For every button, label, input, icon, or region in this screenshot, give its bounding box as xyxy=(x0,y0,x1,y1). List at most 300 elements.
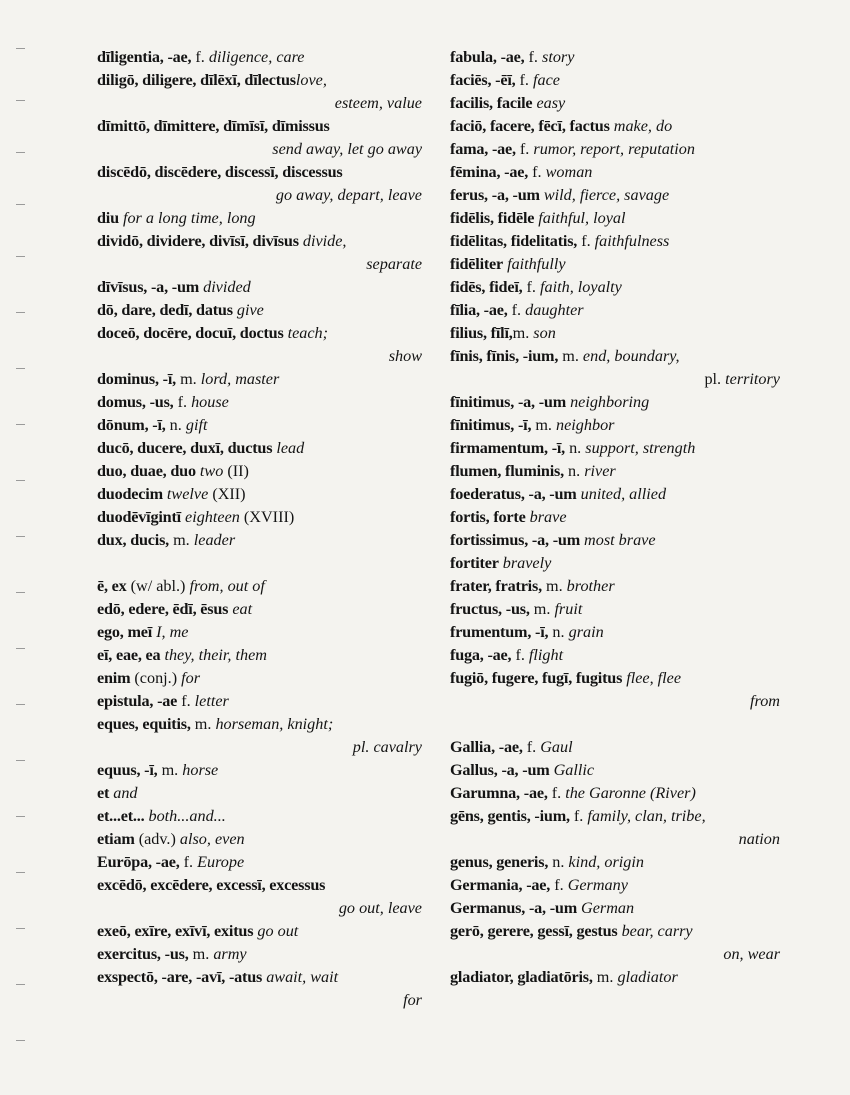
definition: teach; xyxy=(283,324,329,342)
grammar-note: (conj.) xyxy=(130,669,178,687)
definition: rumor, report, reputation xyxy=(529,140,695,158)
grammar-note: n. xyxy=(548,853,565,871)
entry-line xyxy=(450,115,780,138)
entry-line xyxy=(450,391,780,414)
margin-tick xyxy=(16,536,25,537)
grammar-note: f. xyxy=(569,807,584,825)
vocab-entry xyxy=(450,506,780,529)
headword: Germania, -ae, xyxy=(450,876,551,894)
vocab-entry xyxy=(450,897,780,920)
definition: Germany xyxy=(563,876,628,894)
definition: leader xyxy=(189,531,236,549)
headword: ferus, -a, -um xyxy=(450,186,540,204)
entry-line xyxy=(97,460,422,483)
entry-line xyxy=(450,437,780,460)
vocab-entry xyxy=(450,736,780,759)
definition-continuation xyxy=(450,690,780,713)
definition: from xyxy=(750,692,780,710)
definition: love, xyxy=(295,71,327,89)
margin-tick xyxy=(16,704,25,705)
entry-line xyxy=(97,828,422,851)
vocab-entry xyxy=(450,46,780,69)
definition-continuation xyxy=(97,138,422,161)
vocab-entry xyxy=(450,460,780,483)
entry-line xyxy=(97,966,422,989)
definition: brave xyxy=(525,508,567,526)
vocab-entry xyxy=(97,621,422,644)
margin-tick xyxy=(16,816,25,817)
entry-line xyxy=(97,161,422,184)
grammar-note: m. xyxy=(541,577,563,595)
definition-continuation xyxy=(450,828,780,851)
entry-line xyxy=(97,391,422,414)
headword: edō, edere, ēdī, ēsus xyxy=(97,600,229,618)
vocab-entry xyxy=(450,598,780,621)
definition: face xyxy=(528,71,560,89)
vocab-entry xyxy=(450,552,780,575)
headword: fīnis, fīnis, -ium, xyxy=(450,347,559,365)
vocab-entry xyxy=(450,966,780,989)
vocab-entry xyxy=(450,437,780,460)
entry-line xyxy=(97,322,422,345)
vocab-entry xyxy=(450,483,780,506)
grammar-note: m. xyxy=(157,761,179,779)
definition: send away, let go away xyxy=(272,140,422,158)
definition: lead xyxy=(272,439,305,457)
grammar-note: pl. xyxy=(704,370,722,388)
grammar-note: n. xyxy=(548,623,565,641)
vocab-entry xyxy=(97,161,422,207)
grammar-note: f. xyxy=(550,876,564,894)
entry-line xyxy=(450,920,780,943)
entry-line xyxy=(97,299,422,322)
vocab-entry xyxy=(450,759,780,782)
definition: make, do xyxy=(609,117,673,135)
entry-line xyxy=(97,621,422,644)
grammar-note: m. xyxy=(190,715,212,733)
headword: faciēs, -ēī, xyxy=(450,71,516,89)
entry-line xyxy=(450,759,780,782)
entry-line xyxy=(97,713,422,736)
headword: fidēliter xyxy=(450,255,504,273)
entry-line xyxy=(97,230,422,253)
margin-tick xyxy=(16,152,25,153)
headword: fortiter xyxy=(450,554,499,572)
headword: dividō, dividere, divīsī, divīsus xyxy=(97,232,299,250)
grammar-note: m. xyxy=(531,416,552,434)
entry-line xyxy=(450,299,780,322)
entry-line xyxy=(450,207,780,230)
entry-line xyxy=(450,552,780,575)
definition: faithful, loyal xyxy=(534,209,626,227)
headword: fabula, -ae, xyxy=(450,48,525,66)
definition: also, even xyxy=(175,830,245,848)
definition: show xyxy=(388,347,422,365)
headword: dominus, -ī, xyxy=(97,370,177,388)
entry-line xyxy=(450,322,780,345)
vocab-entry xyxy=(97,644,422,667)
grammar-note: f. xyxy=(507,301,522,319)
entry-line xyxy=(450,46,780,69)
headword: faciō, facere, fēcī, factus xyxy=(450,117,610,135)
vocab-entry xyxy=(97,575,422,598)
margin-tick xyxy=(16,872,25,873)
headword: fēmina, -ae, xyxy=(450,163,529,181)
entry-line xyxy=(450,69,780,92)
definition: and xyxy=(109,784,138,802)
vocab-entry xyxy=(450,575,780,598)
entry-line xyxy=(97,759,422,782)
vocab-entry xyxy=(97,759,422,782)
vocab-entry xyxy=(97,690,422,713)
entry-line xyxy=(450,276,780,299)
headword: equus, -ī, xyxy=(97,761,158,779)
grammar-note: f. xyxy=(173,393,188,411)
headword: facilis, facile xyxy=(450,94,533,112)
vocab-entry xyxy=(97,874,422,920)
headword: fidēlis, fidēle xyxy=(450,209,535,227)
headword: foederatus, -a, -um xyxy=(450,485,577,503)
headword: dīmittō, dīmittere, dīmīsī, dīmissus xyxy=(97,117,330,135)
definition: go out xyxy=(253,922,299,940)
definition: most brave xyxy=(580,531,656,549)
grammar-note: (adv.) xyxy=(134,830,176,848)
entry-line xyxy=(97,483,422,506)
headword: enim xyxy=(97,669,131,687)
entry-line xyxy=(450,138,780,161)
headword: gladiator, gladiatōris, xyxy=(450,968,593,986)
definition: the Garonne (River) xyxy=(561,784,696,802)
headword: gēns, gentis, -ium, xyxy=(450,807,570,825)
margin-tick xyxy=(16,928,25,929)
headword: fidēs, fideī, xyxy=(450,278,523,296)
margin-tick xyxy=(16,424,25,425)
headword: fortissimus, -a, -um xyxy=(450,531,580,549)
vocab-entry xyxy=(97,391,422,414)
headword: fructus, -us, xyxy=(450,600,530,618)
entry-line xyxy=(97,207,422,230)
grammar-note: f. xyxy=(524,48,538,66)
margin-tick xyxy=(16,312,25,313)
definition: pl. cavalry xyxy=(352,738,422,756)
definition: bravely xyxy=(498,554,552,572)
definition: they, their, them xyxy=(160,646,267,664)
vocab-entry xyxy=(450,414,780,437)
vocab-entry xyxy=(97,782,422,805)
definition: go out, leave xyxy=(338,899,422,917)
definition-continuation xyxy=(97,253,422,276)
headword: et xyxy=(97,784,110,802)
headword: fuga, -ae, xyxy=(450,646,512,664)
entry-line xyxy=(97,115,422,138)
vocab-entry xyxy=(450,644,780,667)
entry-line xyxy=(450,897,780,920)
entry-line xyxy=(97,368,422,391)
grammar-note: f. xyxy=(515,140,530,158)
headword: dō, dare, dedī, datus xyxy=(97,301,233,319)
headword: exeō, exīre, exīvī, exitus xyxy=(97,922,254,940)
right-column xyxy=(450,46,780,989)
entry-line xyxy=(450,460,780,483)
definition: divided xyxy=(199,278,251,296)
definition: flight xyxy=(524,646,564,664)
vocab-entry xyxy=(97,69,422,115)
vocab-entry xyxy=(450,92,780,115)
definition: support, strength xyxy=(581,439,696,457)
entry-line xyxy=(97,644,422,667)
margin-tick xyxy=(16,480,25,481)
definition: twelve xyxy=(162,485,209,503)
entry-line xyxy=(97,69,422,92)
entry-line xyxy=(97,667,422,690)
grammar-note: n. xyxy=(565,439,582,457)
entry-line xyxy=(450,529,780,552)
headword: flumen, fluminis, xyxy=(450,462,564,480)
numeral-note: (II) xyxy=(223,462,249,480)
margin-tick xyxy=(16,592,25,593)
margin-ticks xyxy=(16,0,26,1095)
entry-line xyxy=(97,437,422,460)
entry-line xyxy=(97,874,422,897)
definition: bear, carry xyxy=(617,922,693,940)
vocab-entry xyxy=(97,115,422,161)
headword: filius, fīlī, xyxy=(450,324,513,342)
vocab-entry xyxy=(97,598,422,621)
margin-tick xyxy=(16,1040,25,1041)
definition: Gallic xyxy=(549,761,595,779)
headword: fortis, forte xyxy=(450,508,526,526)
vocab-entry xyxy=(450,667,780,713)
vocab-entry xyxy=(450,69,780,92)
definition: gift xyxy=(181,416,208,434)
entry-line xyxy=(450,414,780,437)
margin-tick xyxy=(16,368,25,369)
headword: fīnitimus, -ī, xyxy=(450,416,532,434)
headword: ego, meī xyxy=(97,623,153,641)
headword: fugiō, fugere, fugī, fugitus xyxy=(450,669,623,687)
vocab-entry xyxy=(97,230,422,276)
headword: dux, ducis, xyxy=(97,531,170,549)
grammar-note: (w/ abl.) xyxy=(126,577,186,595)
vocab-entry xyxy=(450,391,780,414)
grammar-note: m. xyxy=(558,347,579,365)
grammar-note: m. xyxy=(188,945,210,963)
definition: horse xyxy=(178,761,219,779)
vocab-entry xyxy=(450,345,780,391)
margin-tick xyxy=(16,100,25,101)
definition: diligence, care xyxy=(204,48,305,66)
definition: eighteen xyxy=(180,508,240,526)
vocab-entry xyxy=(97,460,422,483)
definition-continuation xyxy=(97,184,422,207)
vocab-entry xyxy=(450,276,780,299)
entry-line xyxy=(450,966,780,989)
vocab-entry xyxy=(97,437,422,460)
definition-continuation xyxy=(97,897,422,920)
definition: eat xyxy=(228,600,253,618)
entry-line xyxy=(97,782,422,805)
headword: etiam xyxy=(97,830,135,848)
vocab-entry xyxy=(97,529,422,552)
grammar-note: n. xyxy=(165,416,182,434)
grammar-note: m. xyxy=(592,968,614,986)
vocab-entry xyxy=(97,667,422,690)
definition: faithfulness xyxy=(590,232,670,250)
vocab-entry xyxy=(450,920,780,966)
definition: territory xyxy=(721,370,780,388)
grammar-note: f. xyxy=(179,853,194,871)
headword: ē, ex xyxy=(97,577,127,595)
definition: army xyxy=(209,945,247,963)
headword: fīnitimus, -a, -um xyxy=(450,393,567,411)
section-gap xyxy=(450,713,780,736)
grammar-note: f. xyxy=(177,692,191,710)
vocab-entry xyxy=(97,483,422,506)
vocab-entry xyxy=(450,230,780,253)
vocab-entry xyxy=(97,828,422,851)
definition: give xyxy=(232,301,264,319)
grammar-note: m. xyxy=(176,370,197,388)
headword: Gallus, -a, -um xyxy=(450,761,550,779)
definition: await, wait xyxy=(262,968,339,986)
definition: Gaul xyxy=(536,738,573,756)
grammar-note: n. xyxy=(563,462,581,480)
definition: house xyxy=(187,393,229,411)
margin-tick xyxy=(16,48,25,49)
margin-tick xyxy=(16,760,25,761)
vocab-entry xyxy=(450,322,780,345)
vocab-entry xyxy=(97,46,422,69)
definition: both...and... xyxy=(144,807,226,825)
entry-line xyxy=(97,46,422,69)
entry-line xyxy=(450,598,780,621)
grammar-note: f. xyxy=(522,278,536,296)
vocab-entry xyxy=(97,276,422,299)
entry-line xyxy=(97,690,422,713)
headword: eī, eae, ea xyxy=(97,646,161,664)
vocab-entry xyxy=(97,966,422,1012)
vocab-entry xyxy=(450,253,780,276)
headword: dīligentia, -ae, xyxy=(97,48,192,66)
vocab-entry xyxy=(97,851,422,874)
entry-line xyxy=(450,253,780,276)
entry-line xyxy=(97,529,422,552)
headword: duodēvīgintī xyxy=(97,508,181,526)
definition: united, allied xyxy=(576,485,667,503)
entry-line xyxy=(97,920,422,943)
definition-continuation xyxy=(97,736,422,759)
entry-line xyxy=(450,506,780,529)
vocab-entry xyxy=(97,943,422,966)
definition: esteem, value xyxy=(334,94,422,112)
headword: firmamentum, -ī, xyxy=(450,439,566,457)
headword: dīvīsus, -a, -um xyxy=(97,278,200,296)
headword: fīlia, -ae, xyxy=(450,301,508,319)
entry-line xyxy=(97,414,422,437)
definition: letter xyxy=(190,692,229,710)
definition-continuation xyxy=(450,943,780,966)
definition-continuation xyxy=(97,345,422,368)
entry-line xyxy=(97,598,422,621)
definition: neighbor xyxy=(551,416,615,434)
definition: family, clan, tribe, xyxy=(583,807,706,825)
vocab-entry xyxy=(450,138,780,161)
headword: doceō, docēre, docuī, doctus xyxy=(97,324,284,342)
definition: fruit xyxy=(550,600,583,618)
grammar-note: f. xyxy=(511,646,525,664)
definition-continuation xyxy=(97,989,422,1012)
definition: woman xyxy=(541,163,593,181)
definition: for a long time, long xyxy=(118,209,256,227)
headword: duodecim xyxy=(97,485,163,503)
definition: river xyxy=(580,462,616,480)
vocab-entry xyxy=(97,322,422,368)
entry-line xyxy=(450,621,780,644)
numeral-note: (XII) xyxy=(208,485,246,503)
entry-line xyxy=(450,874,780,897)
entry-line xyxy=(450,483,780,506)
definition: separate xyxy=(366,255,422,273)
entry-line xyxy=(450,161,780,184)
entry-line xyxy=(450,644,780,667)
definition: gladiator xyxy=(613,968,678,986)
definition-continuation xyxy=(450,368,780,391)
vocab-entry xyxy=(450,184,780,207)
definition: kind, origin xyxy=(564,853,644,871)
headword: excēdō, excēdere, excessī, excessus xyxy=(97,876,326,894)
vocab-entry xyxy=(97,414,422,437)
entry-line xyxy=(450,667,780,690)
grammar-note: f. xyxy=(515,71,529,89)
definition: Europe xyxy=(193,853,245,871)
vocab-entry xyxy=(97,920,422,943)
definition: go away, depart, leave xyxy=(275,186,422,204)
entry-line xyxy=(97,506,422,529)
entry-line xyxy=(450,851,780,874)
vocab-entry xyxy=(450,299,780,322)
grammar-note: f. xyxy=(577,232,591,250)
definition: faith, loyalty xyxy=(535,278,622,296)
entry-line xyxy=(450,575,780,598)
definition: I, me xyxy=(152,623,189,641)
headword: diligō, diligere, dīlēxī, dīlectus xyxy=(97,71,296,89)
definition: from, out of xyxy=(185,577,265,595)
headword: exercitus, -us, xyxy=(97,945,189,963)
entry-line xyxy=(97,276,422,299)
headword: domus, -us, xyxy=(97,393,174,411)
definition: grain xyxy=(564,623,604,641)
definition: horseman, knight; xyxy=(211,715,334,733)
entry-line xyxy=(450,92,780,115)
vocab-entry xyxy=(450,529,780,552)
headword: ducō, ducere, duxī, ductus xyxy=(97,439,273,457)
headword: Gallia, -ae, xyxy=(450,738,523,756)
headword: et...et... xyxy=(97,807,145,825)
definition: nation xyxy=(738,830,780,848)
grammar-note: f. xyxy=(528,163,542,181)
margin-tick xyxy=(16,256,25,257)
definition: daughter xyxy=(521,301,584,319)
headword: discēdō, discēdere, discessī, discessus xyxy=(97,163,343,181)
headword: exspectō, -are, -avī, -atus xyxy=(97,968,263,986)
grammar-note: f. xyxy=(191,48,205,66)
definition: end, boundary, xyxy=(578,347,680,365)
entry-line xyxy=(450,345,780,368)
definition: brother xyxy=(562,577,615,595)
definition: wild, fierce, savage xyxy=(539,186,670,204)
headword: diu xyxy=(97,209,119,227)
vocab-entry xyxy=(97,368,422,391)
